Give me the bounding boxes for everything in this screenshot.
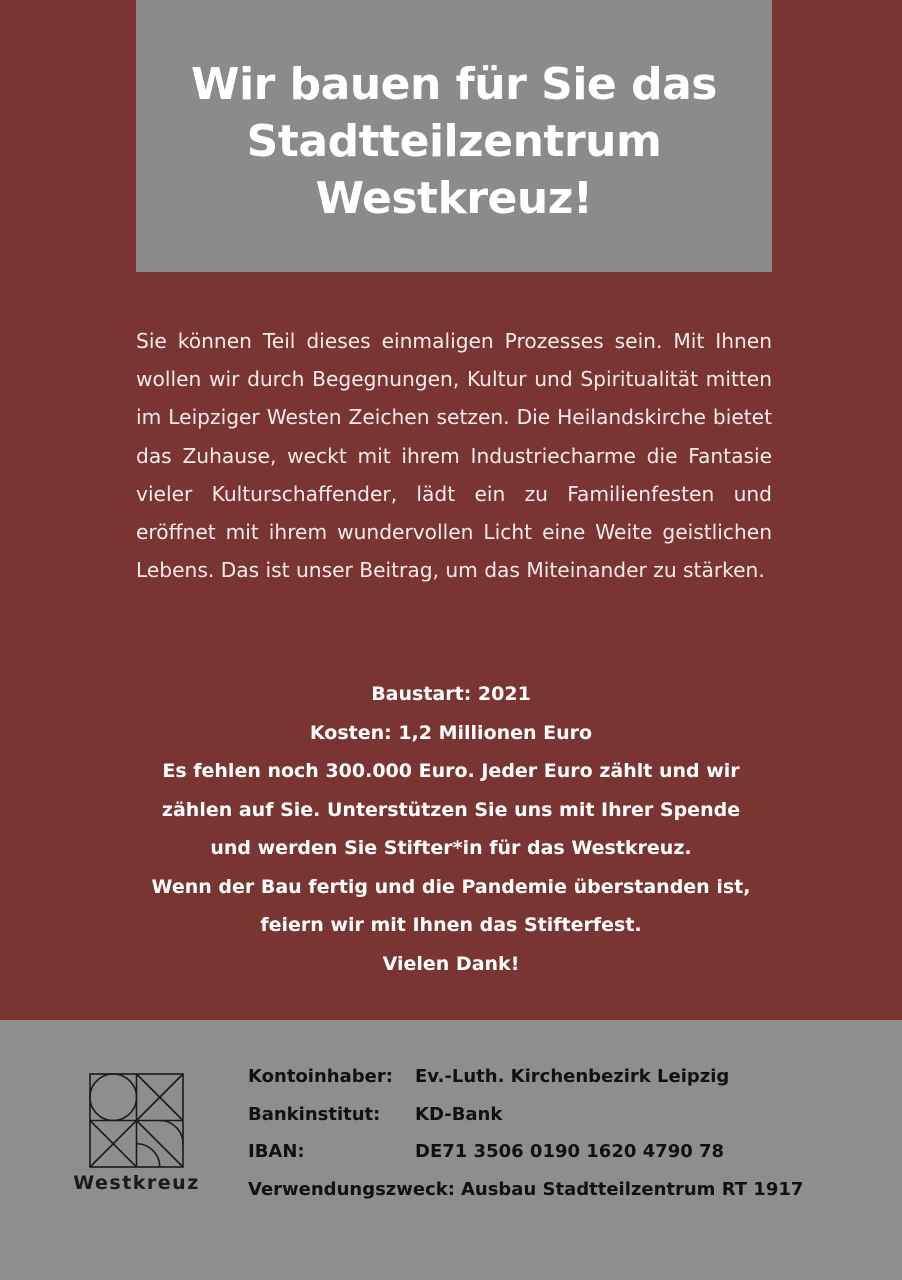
project-facts [100,675,802,983]
bank-row-holder [248,1058,878,1096]
bank-row-iban [248,1133,878,1171]
headline-line-2: Stadtteilzentrum [246,115,662,167]
institute-value: KD-Bank [415,1103,503,1125]
purpose-label: Verwendungszweck: [248,1178,455,1200]
iban-value: DE71 3506 0190 1620 4790 78 [415,1141,725,1162]
headline-line-3: Westkreuz! [315,172,593,224]
holder-label: Kontoinhaber: [248,1066,393,1087]
institute-label: Bankinstitut: [248,1103,381,1125]
headline [191,56,717,227]
facts-thanks: Vielen Dank! [382,952,520,975]
facts-build-start: Baustart: 2021 [371,683,531,705]
westkreuz-logo-icon [89,1073,184,1168]
facts-line-7: feiern wir mit Ihnen das Stifterfest. [260,914,642,936]
facts-line-3: Es fehlen noch 300.000 Euro. Jeder Euro zählt und wir [162,760,740,782]
purpose-value: Ausbau Stadtteilzentrum RT 1917 [460,1178,804,1200]
logo-wordmark: Westkreuz [73,1172,200,1194]
bank-row-institute [248,1096,878,1134]
westkreuz-logo [64,1070,209,1200]
holder-value: Ev.-Luth. Kirchenbezirk Leipzig [415,1066,730,1087]
facts-line-6: Wenn der Bau fertig und die Pandemie überstanden ist, [151,875,751,898]
facts-line-4: zählen auf Sie. Unterstützen Sie uns mit Ihrer Spende [161,798,741,821]
headline-panel [136,0,772,272]
facts-costs: Kosten: 1,2 Millionen Euro [309,721,593,744]
facts-line-5: und werden Sie Stifter*in für das Westkreuz. [210,837,692,859]
headline-line-1: Wir bauen für Sie das [191,58,717,110]
footer [0,1020,902,1280]
intro-paragraph: Sie können Teil dieses einmaligen Prozesses sein. Mit Ihnen wollen wir durch Begegnungen, Kultur und Spiritualität mitten im Leipziger Westen Zeichen setzen. Die Heilandskirche bietet das Zuhause, weckt mit ihrem Industriecharme die Fantasie vieler Kulturschaffender, lädt ein zu Familienfesten und eröffnet mit ihrem wundervollen Licht eine Weite geistlichen Lebens. Das ist unser Beitrag, um das Miteinander zu stärken. [136,329,772,583]
bank-details [248,1058,878,1208]
iban-label: IBAN: [248,1141,305,1162]
bank-row-purpose [248,1171,878,1209]
